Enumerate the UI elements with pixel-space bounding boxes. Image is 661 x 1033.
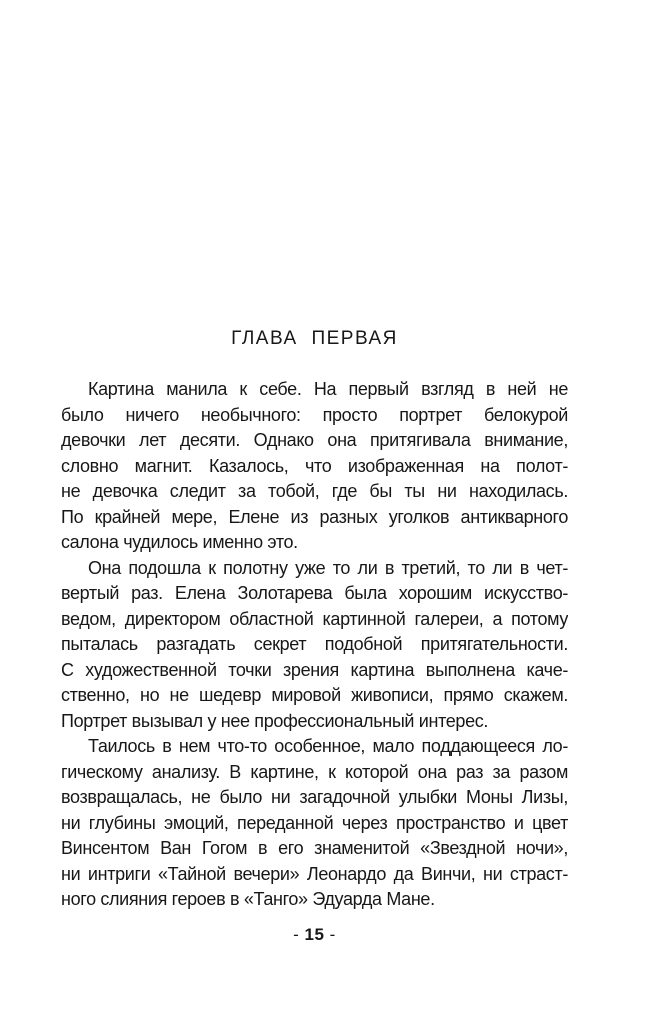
text-line-p1-l6: По крайней мере, Елене из разных уголков антикварного: [61, 506, 568, 527]
text-line-p1-l4: словно магнит. Казалось, что изображенная на полот-: [61, 455, 568, 476]
text-line-p1-l5: не девочка следит за тобой, где бы ты ни находилась.: [61, 481, 568, 501]
text-line-p3-l6: ни интриги «Тайной вечери» Леонардо да Винчи, ни страст-: [61, 863, 568, 884]
page-number: 15: [304, 925, 325, 944]
text-line-p3-l2: гическому анализу. В картине, к которой она раз за разом: [61, 761, 568, 782]
text-line-p3-l7: ного слияния героев в «Танго» Эдуарда Мане.: [61, 889, 435, 909]
text-line-p3-l3: возвращалась, не было ни загадочной улыбки Моны Лизы,: [61, 787, 568, 807]
footer-dash-left: -: [293, 925, 305, 944]
footer-dash-right: -: [324, 925, 336, 944]
text-line-p3-l4: ни глубины эмоций, переданной через пространство и цвет: [61, 812, 568, 833]
text-line-p3-l5: Винсентом Ван Гогом в его знаменитой «Звездной ночи»,: [61, 838, 568, 858]
text-line-p2-l4: пыталась разгадать секрет подобной притягательности.: [61, 634, 568, 654]
text-line-p1-l7: салона чудилось именно это.: [61, 532, 298, 552]
text-line-p2-l5: С художественной точки зрения картина выполнена каче-: [61, 659, 568, 680]
text-line-p1-l3: девочки лет десяти. Однако она притягивала внимание,: [61, 430, 568, 450]
text-line-p2-l3: ведом, директором областной картинной галереи, а потому: [61, 608, 568, 629]
chapter-title: ГЛАВА ПЕРВАЯ: [231, 328, 398, 349]
text-line-p2-l1: Она подошла к полотну уже то ли в третий, то ли в чет-: [88, 557, 568, 578]
text-line-p3-l1: Таилось в нем что-то особенное, мало поддающееся ло-: [88, 736, 568, 756]
body-text: [61, 377, 568, 913]
page-footer: [61, 925, 568, 944]
text-line-p1-l1: Картина манила к себе. На первый взгляд в ней не: [88, 379, 568, 399]
book-page: [61, 327, 568, 913]
text-line-p1-l2: было ничего необычного: просто портрет белокурой: [61, 404, 568, 425]
text-line-p2-l2: вертый раз. Елена Золотарева была хорошим искусство-: [61, 583, 568, 603]
text-line-p2-l7: Портрет вызывал у нее профессиональный интерес.: [61, 710, 489, 731]
text-line-p2-l6: ственно, но не шедевр мировой живописи, прямо скажем.: [61, 685, 568, 705]
